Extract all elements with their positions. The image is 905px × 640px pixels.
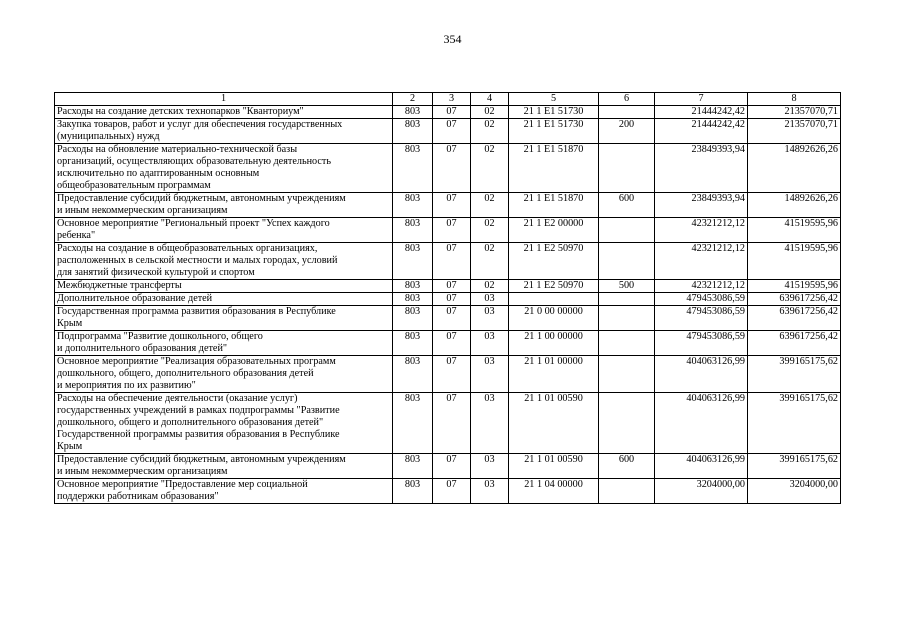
section-code: 07 xyxy=(433,119,471,144)
subsection-code: 03 xyxy=(471,479,509,504)
table-row xyxy=(55,280,841,293)
section-code: 07 xyxy=(433,454,471,479)
amount-year-2: 41519595,96 xyxy=(748,280,841,293)
section-code: 07 xyxy=(433,218,471,243)
expense-type-code xyxy=(599,144,655,193)
table-row xyxy=(55,218,841,243)
target-article-code: 21 1 E1 51730 xyxy=(509,119,599,144)
amount-year-2: 21357070,71 xyxy=(748,119,841,144)
subsection-code: 03 xyxy=(471,306,509,331)
row-name: Расходы на создание в общеобразовательных организациях, расположенных в сельской местности и малых городах, условий для занятий физической культурой и спортом xyxy=(55,243,393,280)
subsection-code: 03 xyxy=(471,356,509,393)
amount-year-1: 404063126,99 xyxy=(655,454,748,479)
column-header: 2 xyxy=(393,93,433,106)
target-article-code: 21 1 04 00000 xyxy=(509,479,599,504)
ministry-code: 803 xyxy=(393,218,433,243)
subsection-code: 02 xyxy=(471,218,509,243)
ministry-code: 803 xyxy=(393,119,433,144)
row-name: Расходы на обновление материально-технической базы организаций, осуществляющих образовательную деятельность исключительно по адаптированным основным общеобразовательным программам xyxy=(55,144,393,193)
budget-table xyxy=(54,92,841,504)
section-code: 07 xyxy=(433,243,471,280)
row-name: Основное мероприятие "Региональный проект "Успех каждого ребенка" xyxy=(55,218,393,243)
expense-type-code xyxy=(599,356,655,393)
target-article-code: 21 1 E2 50970 xyxy=(509,280,599,293)
row-name: Расходы на создание детских технопарков "Кванториум" xyxy=(55,106,393,119)
amount-year-2: 639617256,42 xyxy=(748,306,841,331)
amount-year-2: 3204000,00 xyxy=(748,479,841,504)
table-row xyxy=(55,293,841,306)
amount-year-2: 399165175,62 xyxy=(748,454,841,479)
ministry-code: 803 xyxy=(393,331,433,356)
amount-year-2: 41519595,96 xyxy=(748,243,841,280)
target-article-code: 21 1 E2 50970 xyxy=(509,243,599,280)
table-row xyxy=(55,331,841,356)
table-row xyxy=(55,119,841,144)
ministry-code: 803 xyxy=(393,144,433,193)
row-name: Закупка товаров, работ и услуг для обеспечения государственных (муниципальных) нужд xyxy=(55,119,393,144)
row-name: Предоставление субсидий бюджетным, автономным учреждениям и иным некоммерческим организациям xyxy=(55,193,393,218)
ministry-code: 803 xyxy=(393,193,433,218)
row-name: Государственная программа развития образования в Республике Крым xyxy=(55,306,393,331)
amount-year-2: 14892626,26 xyxy=(748,193,841,218)
column-header: 8 xyxy=(748,93,841,106)
table-row xyxy=(55,193,841,218)
subsection-code: 03 xyxy=(471,454,509,479)
section-code: 07 xyxy=(433,356,471,393)
section-code: 07 xyxy=(433,306,471,331)
expense-type-code xyxy=(599,479,655,504)
table-row xyxy=(55,243,841,280)
expense-type-code xyxy=(599,243,655,280)
row-name: Предоставление субсидий бюджетным, автономным учреждениям и иным некоммерческим организациям xyxy=(55,454,393,479)
amount-year-2: 21357070,71 xyxy=(748,106,841,119)
amount-year-1: 42321212,12 xyxy=(655,280,748,293)
expense-type-code xyxy=(599,218,655,243)
section-code: 07 xyxy=(433,280,471,293)
column-header: 1 xyxy=(55,93,393,106)
section-code: 07 xyxy=(433,106,471,119)
subsection-code: 02 xyxy=(471,193,509,218)
amount-year-1: 479453086,59 xyxy=(655,306,748,331)
row-name: Дополнительное образование детей xyxy=(55,293,393,306)
row-name: Межбюджетные трансферты xyxy=(55,280,393,293)
expense-type-code xyxy=(599,106,655,119)
amount-year-2: 639617256,42 xyxy=(748,293,841,306)
column-header: 4 xyxy=(471,93,509,106)
table-row xyxy=(55,106,841,119)
target-article-code: 21 1 00 00000 xyxy=(509,331,599,356)
subsection-code: 02 xyxy=(471,106,509,119)
section-code: 07 xyxy=(433,193,471,218)
amount-year-1: 23849393,94 xyxy=(655,144,748,193)
target-article-code: 21 1 E1 51870 xyxy=(509,144,599,193)
expense-type-code xyxy=(599,293,655,306)
section-code: 07 xyxy=(433,293,471,306)
subsection-code: 02 xyxy=(471,119,509,144)
row-name: Основное мероприятие "Предоставление мер социальной поддержки работникам образования" xyxy=(55,479,393,504)
expense-type-code xyxy=(599,393,655,454)
row-name: Расходы на обеспечение деятельности (оказание услуг) государственных учреждений в рамках подпрограммы "Развитие дошкольного, общего и дополнительного образования детей" Государственной программы развития образования в Республике Крым xyxy=(55,393,393,454)
target-article-code: 21 1 E1 51730 xyxy=(509,106,599,119)
target-article-code: 21 1 E1 51870 xyxy=(509,193,599,218)
page-number: 354 xyxy=(443,32,462,46)
table-row xyxy=(55,393,841,454)
amount-year-1: 404063126,99 xyxy=(655,356,748,393)
amount-year-1: 21444242,42 xyxy=(655,119,748,144)
column-header: 3 xyxy=(433,93,471,106)
amount-year-2: 639617256,42 xyxy=(748,331,841,356)
column-header: 6 xyxy=(599,93,655,106)
ministry-code: 803 xyxy=(393,106,433,119)
subsection-code: 02 xyxy=(471,144,509,193)
column-header: 5 xyxy=(509,93,599,106)
amount-year-1: 21444242,42 xyxy=(655,106,748,119)
subsection-code: 02 xyxy=(471,280,509,293)
subsection-code: 03 xyxy=(471,293,509,306)
amount-year-1: 42321212,12 xyxy=(655,218,748,243)
target-article-code: 21 1 01 00000 xyxy=(509,356,599,393)
target-article-code: 21 1 E2 00000 xyxy=(509,218,599,243)
amount-year-1: 479453086,59 xyxy=(655,331,748,356)
amount-year-1: 3204000,00 xyxy=(655,479,748,504)
amount-year-1: 23849393,94 xyxy=(655,193,748,218)
ministry-code: 803 xyxy=(393,479,433,504)
amount-year-1: 479453086,59 xyxy=(655,293,748,306)
expense-type-code: 600 xyxy=(599,193,655,218)
amount-year-2: 14892626,26 xyxy=(748,144,841,193)
expense-type-code: 500 xyxy=(599,280,655,293)
section-code: 07 xyxy=(433,479,471,504)
amount-year-2: 399165175,62 xyxy=(748,356,841,393)
ministry-code: 803 xyxy=(393,393,433,454)
section-code: 07 xyxy=(433,393,471,454)
ministry-code: 803 xyxy=(393,293,433,306)
target-article-code xyxy=(509,293,599,306)
ministry-code: 803 xyxy=(393,356,433,393)
row-name: Основное мероприятие "Реализация образовательных программ дошкольного, общего, дополнительного образования детей и мероприятия по их развитию" xyxy=(55,356,393,393)
ministry-code: 803 xyxy=(393,243,433,280)
expense-type-code: 600 xyxy=(599,454,655,479)
expense-type-code xyxy=(599,306,655,331)
subsection-code: 03 xyxy=(471,393,509,454)
section-code: 07 xyxy=(433,331,471,356)
subsection-code: 02 xyxy=(471,243,509,280)
table-header-row xyxy=(55,93,841,106)
amount-year-2: 41519595,96 xyxy=(748,218,841,243)
table-row xyxy=(55,356,841,393)
table-row xyxy=(55,454,841,479)
section-code: 07 xyxy=(433,144,471,193)
table-row xyxy=(55,144,841,193)
row-name: Подпрограмма "Развитие дошкольного, общего и дополнительного образования детей" xyxy=(55,331,393,356)
amount-year-1: 404063126,99 xyxy=(655,393,748,454)
target-article-code: 21 1 01 00590 xyxy=(509,454,599,479)
ministry-code: 803 xyxy=(393,454,433,479)
amount-year-1: 42321212,12 xyxy=(655,243,748,280)
table-row xyxy=(55,479,841,504)
subsection-code: 03 xyxy=(471,331,509,356)
ministry-code: 803 xyxy=(393,280,433,293)
ministry-code: 803 xyxy=(393,306,433,331)
expense-type-code xyxy=(599,331,655,356)
table-body xyxy=(55,106,841,504)
amount-year-2: 399165175,62 xyxy=(748,393,841,454)
expense-type-code: 200 xyxy=(599,119,655,144)
target-article-code: 21 0 00 00000 xyxy=(509,306,599,331)
target-article-code: 21 1 01 00590 xyxy=(509,393,599,454)
column-header: 7 xyxy=(655,93,748,106)
table-row xyxy=(55,306,841,331)
